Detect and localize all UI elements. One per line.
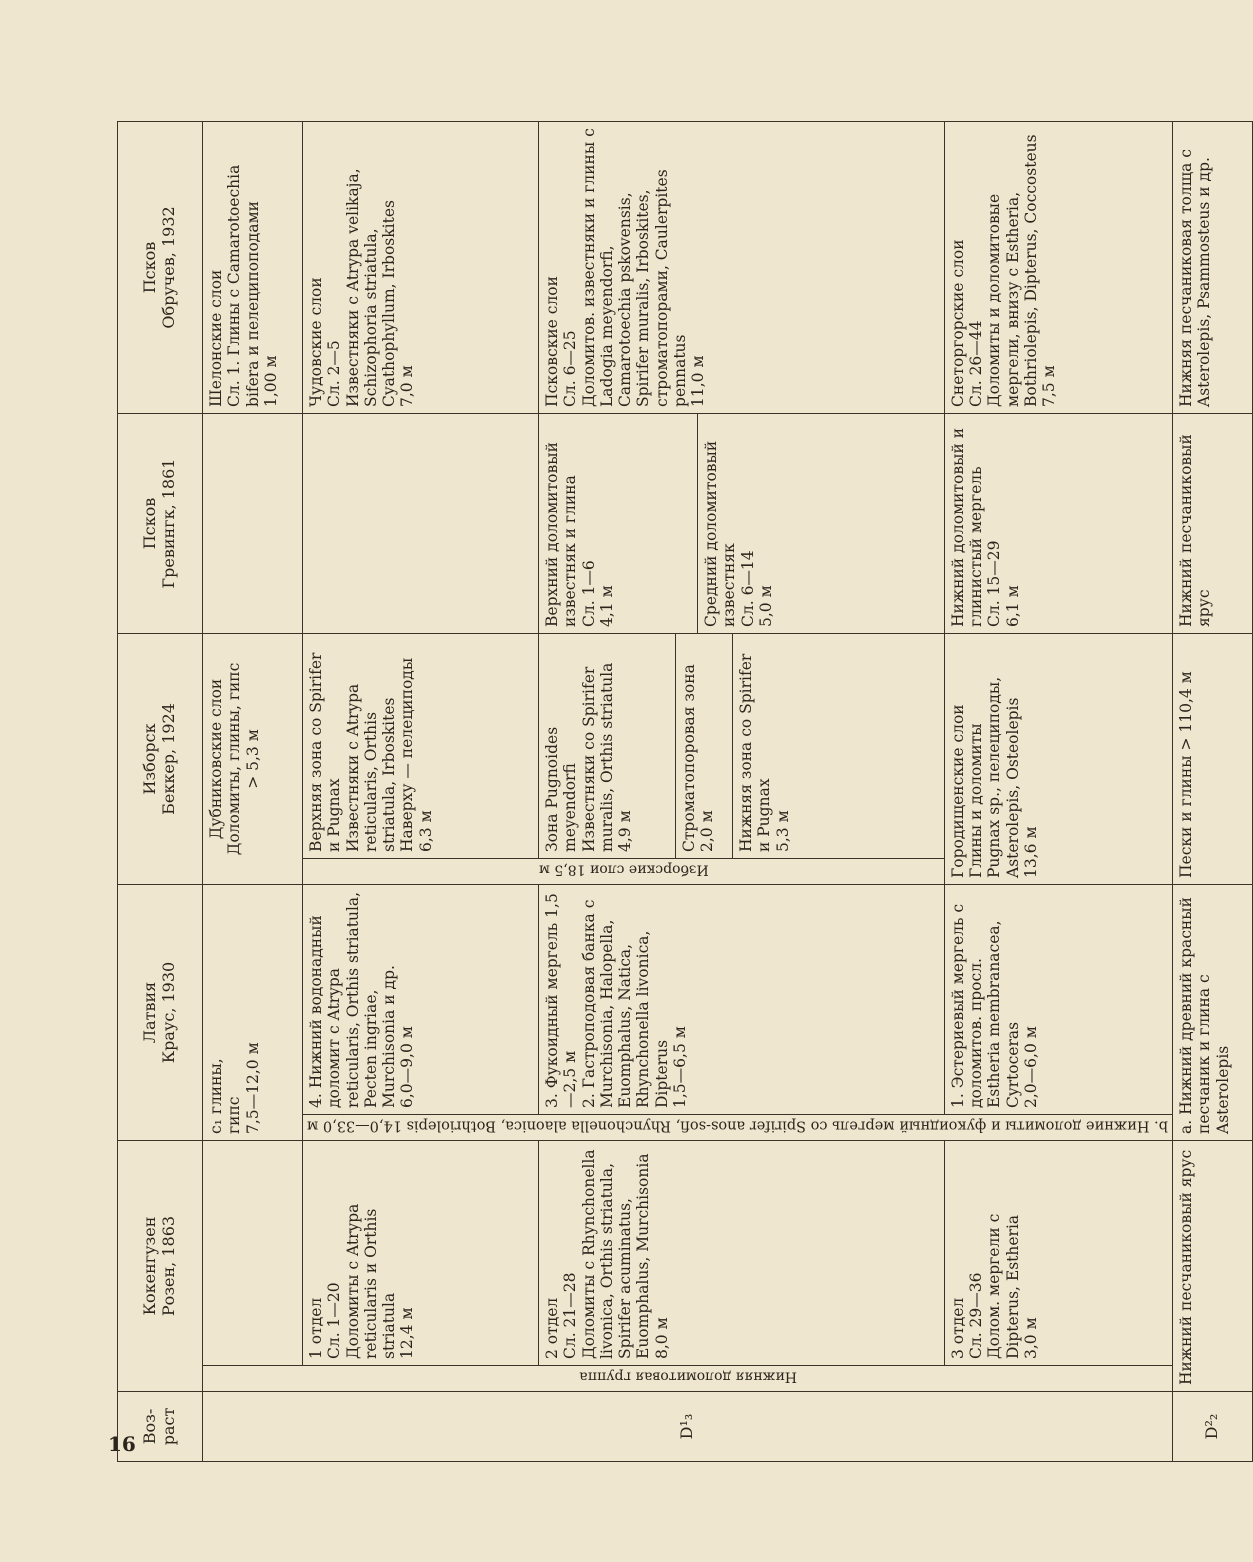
header-izborsk: Изборск Беккер, 1924 — [118, 633, 203, 884]
age-d13: D¹₃ — [203, 1392, 1173, 1462]
stratigraphy-table — [117, 121, 1253, 1462]
izborsk-r5: Пески и глины > 110,4 м — [1172, 633, 1252, 884]
latvia-r3: 3. Фукоидный мергель 1,5—2,5 м 2. Гастроподовая банка с Murchisonia, Halopella, Euomphalus, Natica, Rhynchonella livonica, Dipterus 1,5—6,5 м — [539, 885, 945, 1115]
grevingk-r2 — [303, 413, 539, 633]
izborsk-r2: Верхняя зона со Spirifer и Pugnax Известняки с Atrypa reticularis, Orthis striatula, Irboskites Наверху — пелециподы 6,3 м — [303, 633, 539, 858]
header-latvia: Латвия Краус, 1930 — [118, 885, 203, 1141]
rosen-r3: 2 отдел Сл. 21—28 Доломиты с Rhynchonella livonica, Orthis striatula, Spirifer acuminatus, Euomphalus, Murchisonia 8,0 м — [539, 1141, 945, 1366]
latvia-r5: a. Нижний древний красный песчаник и глина с Asterolepis — [1172, 885, 1252, 1141]
grevingk-r3a: Верхний доломитовый известняк и глина Сл. 1—6 4,1 м — [539, 414, 698, 633]
latvia-b-label: b. Нижние доломиты и фукоидный мергель со Spirifer anos-sofi, Rhynchonella alaonica, Bothriolepis 14,0—33,0 м — [303, 1115, 1173, 1141]
obruchev-r1: Шелонские слои Сл. 1. Глины с Camarotoechia bifera и пелеципоподами 1,00 м — [203, 121, 303, 413]
izborsk-r3 — [539, 633, 945, 858]
rosen-r1 — [203, 1141, 303, 1366]
obruchev-r2: Чудовские слои Сл. 2—5 Известняки с Atrypa velikaja, Schizophoria striatula, Cyathophyllum, Irboskites 7,0 м — [303, 121, 539, 413]
rosen-r5: Нижний песчаниковый ярус — [1172, 1141, 1252, 1392]
izborsk-r1: Дубниковские слои Доломиты, глины, гипс > 5,3 м — [203, 633, 303, 884]
izborsk-r3a: Зона Pugnoides meyendorfi Известняки со Spirifer muralis, Orthis striatula 4,9 м — [539, 634, 676, 858]
group-lower-dolomite-label: Нижняя доломитовая группа — [203, 1366, 1173, 1392]
izborsk-r3b: Строматопоровая зона 2,0 м — [676, 634, 733, 858]
grevingk-r4: Нижний доломитовый и глинистый мергель Сл. 15—29 6,1 м — [944, 413, 1172, 633]
grevingk-r3b: Средний доломитовый известняк Сл. 6—14 5,0 м — [702, 440, 775, 627]
latvia-r2: 4. Нижний водонадный доломит с Atrypa reticularis, Orthis striatula, Pecten ingriae, Murchisonia и др. 6,0—9,0 м — [303, 885, 539, 1115]
header-age: Воз- раст — [118, 1392, 203, 1462]
rotated-table-wrapper — [117, 122, 1232, 1462]
header-rosen: Кокенгузен Розен, 1863 — [118, 1141, 203, 1392]
obruchev-r4: Снеторгорские слои Сл. 26—44 Доломиты и доломитовые мергели, внизу с Estheria, Bothriolepis, Dipterus, Coccosteus 7,5 м — [944, 121, 1172, 413]
rosen-r4: 3 отдел Сл. 29—36 Долом. мергели с Dipterus, Estheria 3,0 м — [944, 1141, 1172, 1366]
izborsk-layers-label: Изборские слои 18,5 м — [303, 859, 945, 885]
header-pskov-grevingk: Псков Гревингк, 1861 — [118, 413, 203, 633]
grevingk-r5: Нижний песчаниковый ярус — [1172, 413, 1252, 633]
izborsk-r4: Городищенские слои Глины и доломиты Pugnax sp., пелециподы, Asterolepis, Osteolepis 13,6 м — [944, 633, 1172, 884]
grevingk-r1 — [203, 413, 303, 633]
header-pskov-obruchev: Псков Обручев, 1932 — [118, 121, 203, 413]
obruchev-r5: Нижняя песчаниковая толща с Asterolepis, Psammosteus и др. — [1172, 121, 1252, 413]
page-number: 16 — [108, 1432, 136, 1456]
rosen-r2: 1 отдел Сл. 1—20 Доломиты с Atrypa reticularis и Orthis striatula 12,4 м — [303, 1141, 539, 1366]
izborsk-r3c: Нижняя зона со Spirifer и Pugnax 5,3 м — [737, 653, 792, 852]
grevingk-r3 — [539, 413, 945, 633]
age-d22: D²₂ — [1172, 1392, 1252, 1462]
latvia-r4: 1. Эстериевый мергель с доломитов. просл. Estheria membranacea, Cyrtoceras 2,0—6,0 м — [944, 885, 1172, 1115]
latvia-r1: c₁ глины, гипс 7,5—12,0 м — [203, 885, 303, 1141]
obruchev-r3: Псковские слои Сл. 6—25 Доломитов. известняки и глины с Ladogia meyendorfi, Camarotoechia pskovensis, Spirifer muralis, Irboskites, строматопорами, Caulerpites pennatus 11,0 м — [539, 121, 945, 413]
